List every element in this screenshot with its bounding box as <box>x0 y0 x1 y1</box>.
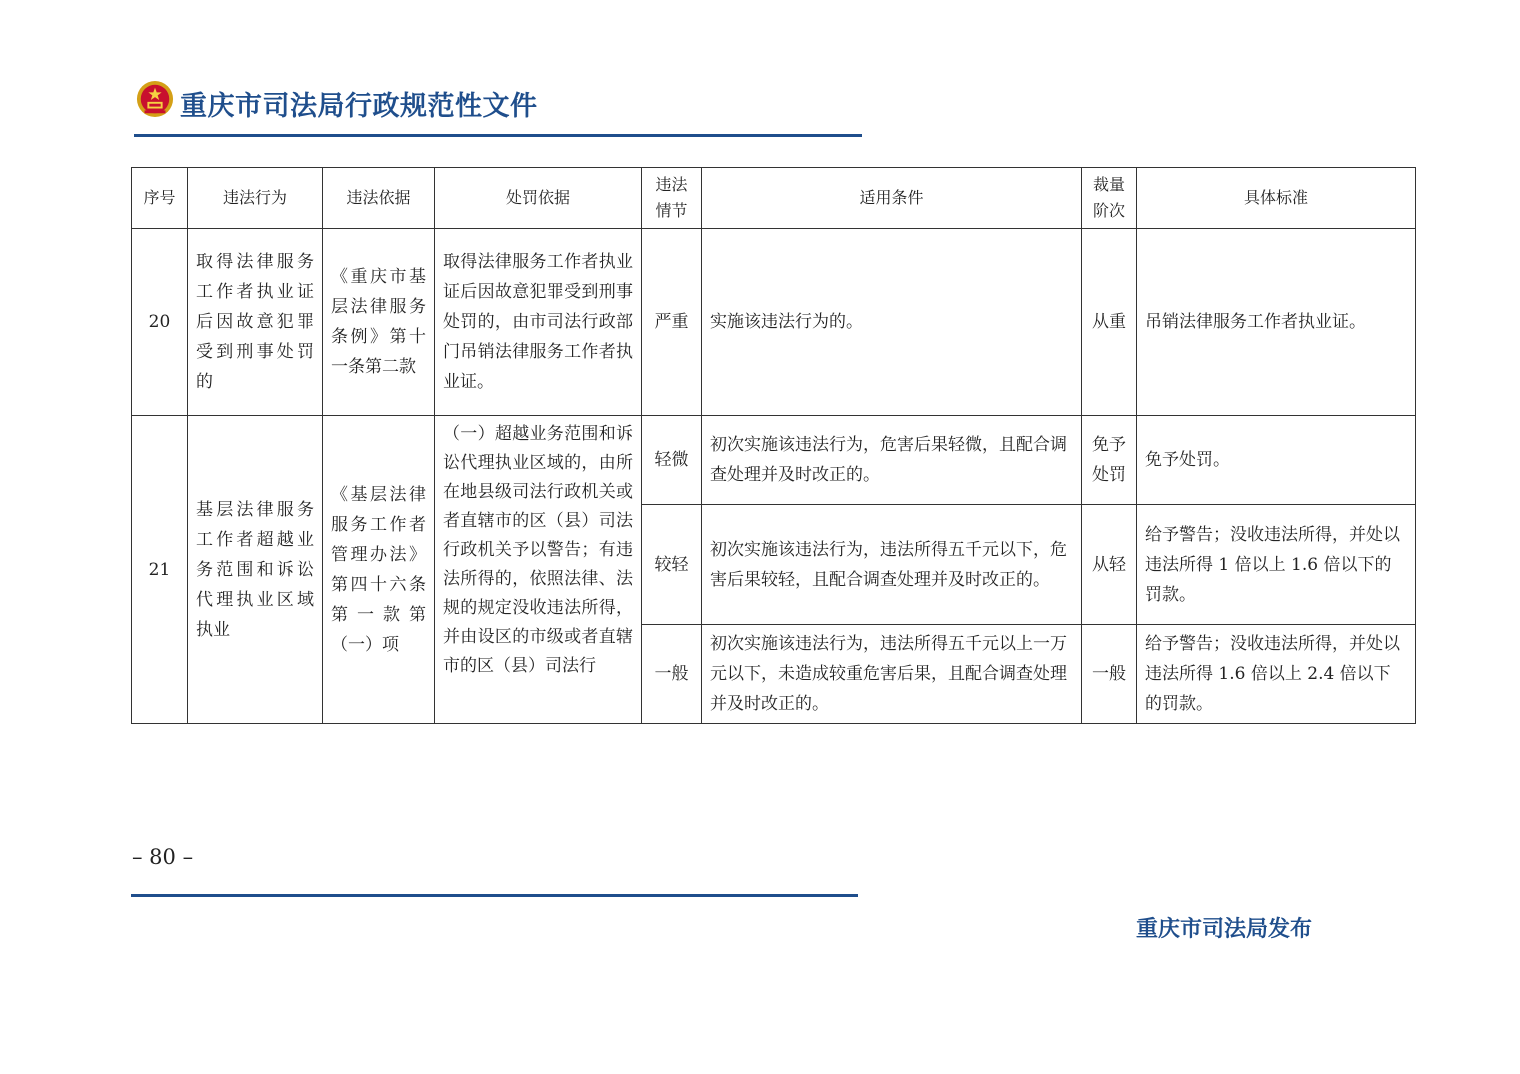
header-cell-condition: 适用条件 <box>702 168 1082 229</box>
applicable-condition: 初次实施该违法行为，危害后果轻微，且配合调查处理并及时改正的。 <box>702 416 1082 505</box>
header-divider <box>134 134 862 137</box>
discretion-tier: 从轻 <box>1082 505 1137 625</box>
publisher-label: 重庆市司法局发布 <box>1136 917 1313 942</box>
header-cell-act: 违法行为 <box>188 168 323 229</box>
national-emblem-icon <box>136 80 174 118</box>
circumstance: 轻微 <box>642 416 702 505</box>
applicable-condition: 初次实施该违法行为，违法所得五千元以下，危害后果较轻，且配合调查处理并及时改正的。 <box>702 505 1082 625</box>
header-title: 重庆市司法局行政规范性文件 <box>180 91 538 122</box>
violation-basis: 《重庆市基层法律服务条例》第十一条第二款 <box>323 229 435 416</box>
discretion-tier: 从重 <box>1082 229 1137 416</box>
table-row <box>132 229 1416 416</box>
penalty-basis: （一）超越业务范围和诉讼代理执业区域的，由所在地县级司法行政机关或者直辖市的区（县）司法行政机关予以警告；有违法所得的，依照法律、法规的规定没收违法所得，并由设区的市级或者直辖市的区（县）司法行 <box>435 416 642 724</box>
discretion-tier: 一般 <box>1082 625 1137 724</box>
header-cell-penalty-basis: 处罚依据 <box>435 168 642 229</box>
violation-basis: 《基层法律服务工作者管理办法》第四十六条第一款第（一）项 <box>323 416 435 724</box>
specific-standard: 给予警告；没收违法所得，并处以违法所得 1 倍以上 1.6 倍以下的罚款。 <box>1137 505 1416 625</box>
row-number: 21 <box>132 416 188 724</box>
circumstance: 一般 <box>642 625 702 724</box>
specific-standard: 给予警告；没收违法所得，并处以违法所得 1.6 倍以上 2.4 倍以下的罚款。 <box>1137 625 1416 724</box>
header-cell-basis: 违法依据 <box>323 168 435 229</box>
discretion-tier: 免予处罚 <box>1082 416 1137 505</box>
circumstance: 较轻 <box>642 505 702 625</box>
header-cell-tier: 裁量阶次 <box>1082 168 1137 229</box>
applicable-condition: 实施该违法行为的。 <box>702 229 1082 416</box>
specific-standard: 吊销法律服务工作者执业证。 <box>1137 229 1416 416</box>
page-number: – 80 – <box>132 845 194 869</box>
penalty-basis: 取得法律服务工作者执业证后因故意犯罪受到刑事处罚的，由市司法行政部门吊销法律服务工作者执业证。 <box>435 229 642 416</box>
violation-act: 基层法律服务工作者超越业务范围和诉讼代理执业区域执业 <box>188 416 323 724</box>
header-cell-standard: 具体标准 <box>1137 168 1416 229</box>
table-header-row <box>132 168 1416 229</box>
applicable-condition: 初次实施该违法行为，违法所得五千元以上一万元以下，未造成较重危害后果，且配合调查处理并及时改正的。 <box>702 625 1082 724</box>
specific-standard: 免予处罚。 <box>1137 416 1416 505</box>
penalty-standards-table <box>131 167 1416 724</box>
circumstance: 严重 <box>642 229 702 416</box>
footer-divider <box>131 894 858 897</box>
header-cell-no: 序号 <box>132 168 188 229</box>
header-cell-circumstance: 违法情节 <box>642 168 702 229</box>
violation-act: 取得法律服务工作者执业证后因故意犯罪受到刑事处罚的 <box>188 229 323 416</box>
table-row <box>132 416 1416 505</box>
row-number: 20 <box>132 229 188 416</box>
